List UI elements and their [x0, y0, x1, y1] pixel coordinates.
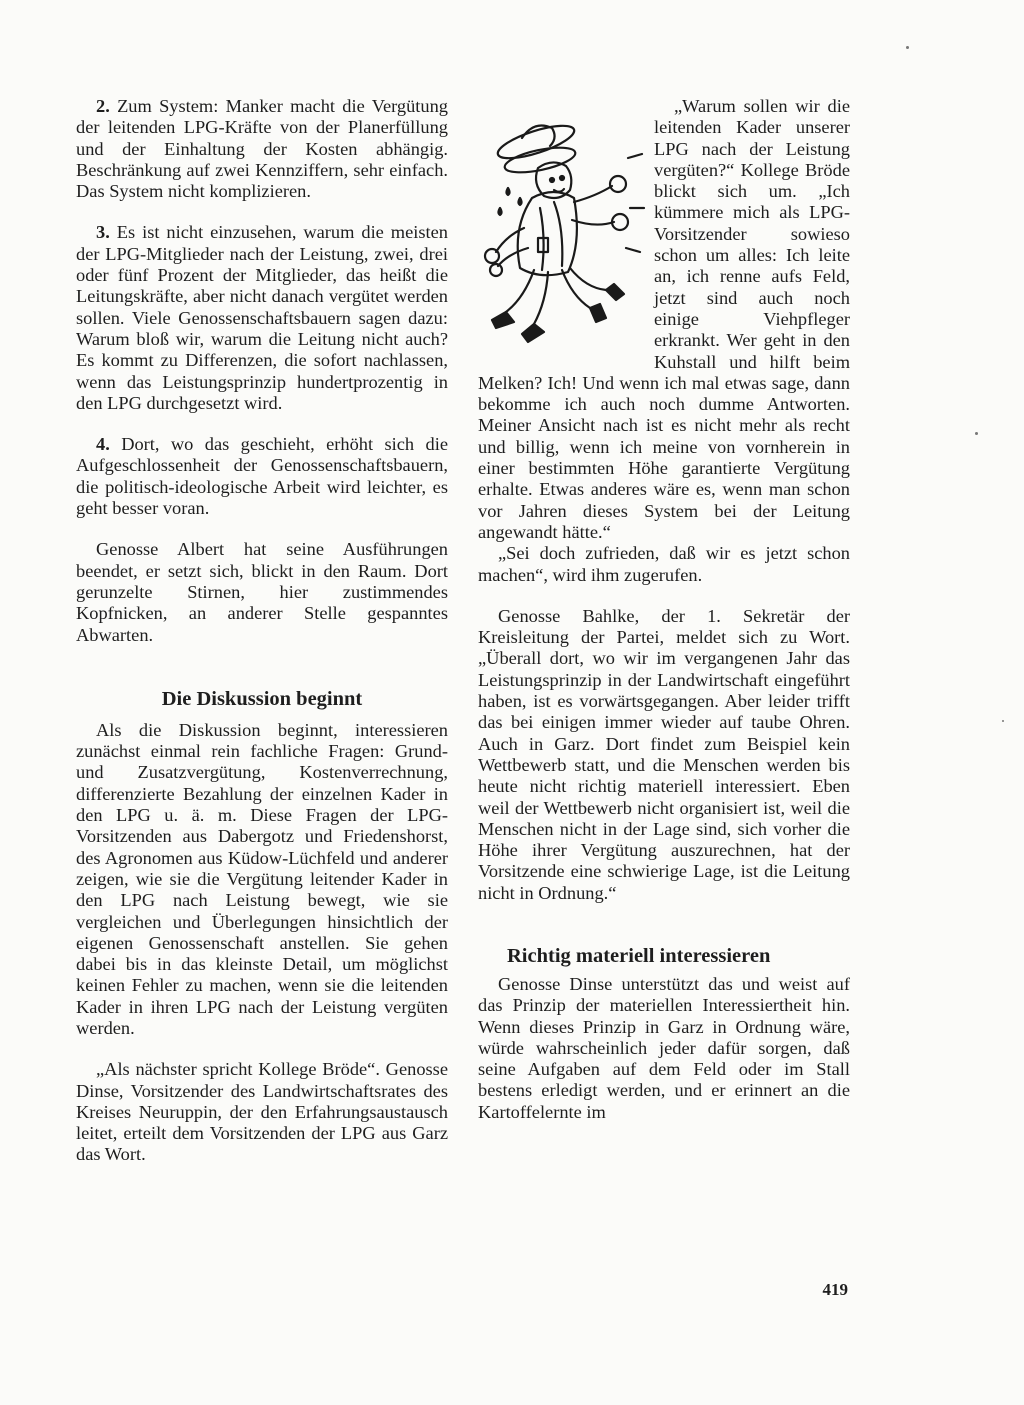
paragraph-dinse: Genosse Dinse unterstützt das und weist auf das Prinzip der materiellen Interessiertheit hin. Wenn dieses Prinzip in Garz in Ordnung wäre, würde wahrscheinlich jeder dafür sorgen, daß seine Aufgaben auf dem Feld oder im Stall bestens erledigt werden, und er erinnert an die Kartoffelernte im — [478, 973, 850, 1122]
section-heading-materiell: Richtig materiell interessieren — [507, 944, 771, 967]
paragraph-bahlke: Genosse Bahlke, der 1. Sekretär der Kreisleitung der Partei, meldet sich zu Wort. „Überall dort, wo wir im vergangenen Jahr das Leistungsprinzip in der Landwirtschaft eingeführt haben, ist es vorwärtsgegangen. Aber leider trifft das bei einigen immer wieder auf taube Ohren. Auch in Garz. Dort findet zum Beispiel kein Wettbewerb statt, und die Menschen werden bis heute nicht richtig materiell interessiert. Eben weil der Wettbewerb nicht organisiert ist, weil die Menschen nicht in der Lage sind, sich vorher die Höhe ihrer Vergütung auszurechnen, hat der Vorsitzende eine schwierige Lage, ist die Leitung nicht in Ordnung.“ — [478, 605, 850, 903]
paragraph-broede-text: „Warum sollen wir die leitenden Kader unserer LPG nach der Leistung vergüten?“ Kollege Bröde blickt sich um. „Ich kümmere mich als LPG-Vorsitzender sowieso schon um alles: Ich leite an, ich renne aufs Feld, jetzt sind auch noch einige Viehpfleger erkrankt. Wer geht in den Kuhstall und hilft beim Melken? Ich! Und wenn ich mal etwas sage, dann bekomme ich auch noch dumme Antworten. Meiner Ansicht nach ist es nicht mehr als recht und billig, wenn ich meine von vornherein in einer bestimmten Höhe garantierte Vergütung erhalte. Etwas anderes wäre es, wenn man schon vor Jahren dieses System bei der Leitung angewandt hätte.“ — [478, 96, 850, 542]
paragraph-text: Es ist nicht einzusehen, warum die meisten der LPG-Mitglieder nach der Leistung, zwei, drei oder fünf Prozent der Mitglieder, das heißt die Leitungskräfte, aber nicht danach vergütet werden sollen. Viele Genossenschaftsbauern sagen dazu: Warum bloß wir, warum die Leitung nicht auch? Es kommt zu Differenzen, die sofort nachlassen, wenn das Leistungsprinzip hundertprozentig in den LPG durchgesetzt wird. — [76, 222, 448, 413]
paragraph-broede — [478, 96, 850, 543]
cartoon-illustration — [478, 98, 650, 358]
paragraph-diskussion: Als die Diskussion beginnt, interessieren zunächst einmal rein fachliche Fragen: Grund- und Zusatzvergütung, Kostenverrechnung, differenzierte Bezahlung der einzelnen Kader in den LPG u. ä. m. Diese Fragen der LPG-Vorsitzenden aus Dabergotz und Friedenshorst, des Agronomen aus Küdow-Lüchfeld und anderer zeigen, wie sie die Vergütung leitender Kader in den LPG nach Leistung bewegt, wie sie vergleichen und Überlegungen hinsichtlich der eigenen Genossenschaft anstellen. Sie gehen dabei bis in das kleinste Detail, um möglichst keinen Fehler zu machen, wenn sie die leitenden Kader in ihren LPG nach der Leistung vergüten werden. — [76, 719, 448, 1038]
running-man-sketch — [478, 98, 650, 358]
paragraph-number: 2. — [96, 96, 110, 116]
paragraph-number: 4. — [96, 434, 110, 455]
paragraph-zufrieden: „Sei doch zufrieden, daß wir es jetzt schon machen“, wird ihm zugerufen. — [478, 543, 850, 585]
numbered-paragraph-2 — [76, 96, 448, 202]
paper-speck — [906, 46, 909, 49]
right-column — [478, 96, 850, 1123]
paragraph-naechster: „Als nächster spricht Kollege Bröde“. Genosse Dinse, Vorsitzender des Landwirtschaftsrates des Kreises Neuruppin, der den Erfahrungsaustausch leitet, erteilt dem Vorsitzenden der LPG aus Garz das Wort. — [76, 1059, 448, 1165]
paragraph-albert: Genosse Albert hat seine Ausführungen beendet, er setzt sich, blickt in den Raum. Dort gerunzelte Stirnen, hier zustimmendes Kopfnicken, an anderer Stelle gespanntes Abwarten. — [76, 539, 448, 645]
left-column — [76, 96, 448, 1166]
numbered-paragraph-4 — [76, 434, 448, 519]
paragraph-text: Dort, wo das geschieht, erhöht sich die Aufgeschlossenheit der Genossenschaftsbauern, die politisch-ideologische Arbeit wird leichter, es geht besser voran. — [76, 434, 448, 519]
paper-speck — [975, 432, 978, 435]
section-heading-diskussion: Die Diskussion beginnt — [161, 687, 363, 710]
paragraph-number: 3. — [96, 222, 110, 243]
paper-speck — [1002, 720, 1004, 722]
page-number: 419 — [822, 1280, 848, 1299]
numbered-paragraph-3 — [76, 222, 448, 414]
paragraph-text: Zum System: Manker macht die Vergütung der leitenden LPG-Kräfte von der Planerfüllung und der Einhaltung der Kosten abhängig. Beschränkung auf zwei Kennziffern, sehr einfach. Das System nicht komplizieren. — [76, 96, 448, 202]
